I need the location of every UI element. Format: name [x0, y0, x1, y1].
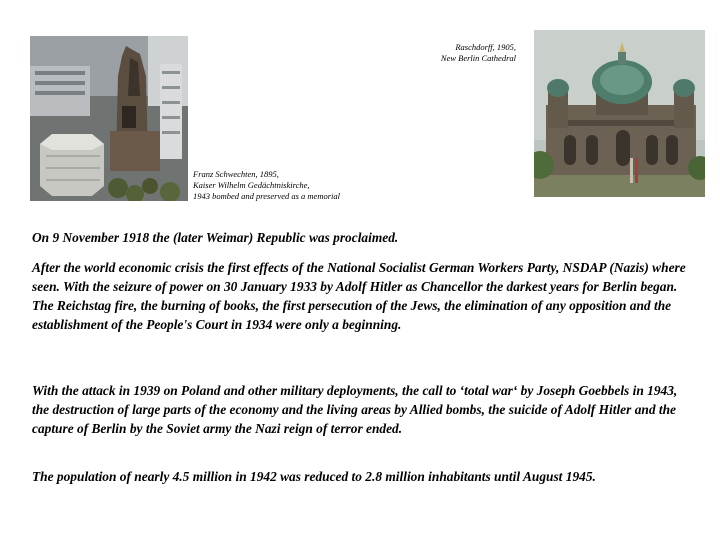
caption-line: 1943 bombed and preserved as a memorial: [193, 191, 340, 201]
caption-line: Franz Schwechten, 1895,: [193, 169, 279, 179]
paragraph-nazi-rise: After the world economic crisis the first effects of the National Socialist German Workers Party, NSDAP (Nazis) where seen. With the seizure of power on 30 January 1933 by Adolf Hitler as Chancellor the darkest years for Berlin began. The Reichstag fire, the burning of books, the first persecution of the Jews, the elimination of any opposition and the establishment of the People's Court in 1934 were only a beginning.: [32, 260, 686, 332]
paragraph-war-end: With the attack in 1939 on Poland and other military deployments, the call to ‘total war‘ by Joseph Goebbels in 1943, the destruction of large parts of the economy and the living areas by Allied bombs, the suicide of Adolf Hitler and the capture of Berlin by the Soviet army the Nazi reign of terror ended.: [32, 383, 678, 436]
caption-line: New Berlin Cathedral: [440, 53, 516, 63]
caption-line: Kaiser Wilhelm Gedächtniskirche,: [193, 180, 310, 190]
memorial-church-caption: [193, 169, 383, 202]
caption-line: Raschdorff, 1905,: [455, 42, 516, 52]
paragraph-population: The population of nearly 4.5 million in 1942 was reduced to 2.8 million inhabitants until August 1945.: [32, 469, 596, 484]
cathedral-caption: [380, 42, 516, 64]
berlin-cathedral-photo: [534, 30, 705, 197]
memorial-church-photo: [30, 36, 188, 201]
paragraph-republic: On 9 November 1918 the (later Weimar) Republic was proclaimed.: [32, 230, 399, 245]
